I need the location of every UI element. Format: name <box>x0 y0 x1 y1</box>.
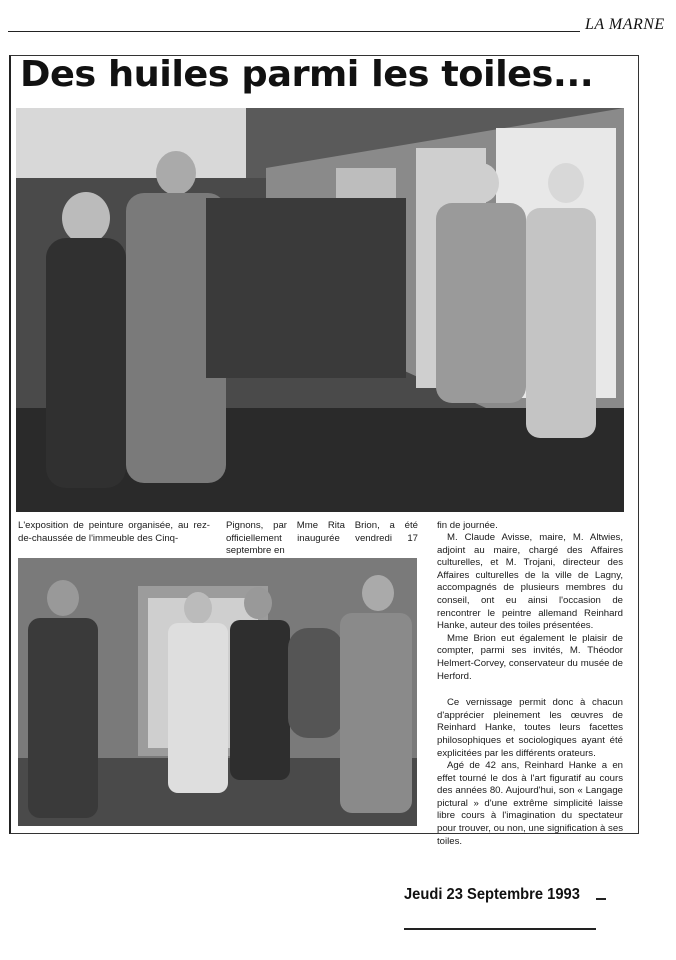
caption-col1: L'exposition de peinture organisée, au rez-de-chaussée de l'immeuble des Cinq- <box>18 520 210 544</box>
newspaper-name: LA MARNE <box>585 16 665 33</box>
caption-col2: Pignons, par Mme Rita Brion, a été officiellement inaugurée vendredi 17 septembre en <box>226 520 418 557</box>
article-paragraph: Mme Brion eut également le plaisir de compter, parmi ses invités, M. Théodor Helmert-Corvey, conservateur du musée de Herford. <box>437 632 623 682</box>
photo-exhibition-crowd <box>16 108 624 512</box>
caption-col3: fin de journée. <box>437 520 498 531</box>
article-paragraph: M. Claude Avisse, maire, M. Altwies, adjoint au maire, chargé des Affaires culturelles, et M. Trojani, directeur des Affaires culturelles de la ville de Lagny, accompagnés de plusieurs membres du conseil, ont eu ainsi l'occasion de rencontrer le peintre allemand Reinhard Hanke, auteur des toiles présentées. <box>437 532 623 632</box>
article-paragraph: Ce vernissage permit donc à chacun d'apprécier pleinement les œuvres de Reinhard Hanke, toutes leurs facettes philosophiques et sociologiques ayant été explicitées par les différents orateurs. <box>437 697 623 759</box>
date-dash <box>596 898 606 900</box>
headline: Des huiles parmi les toiles... <box>20 54 594 95</box>
photo-speakers <box>18 558 417 826</box>
date-rule <box>404 928 596 930</box>
header-rule <box>8 31 580 32</box>
publication-date: Jeudi 23 Septembre 1993 <box>404 886 580 903</box>
article-body <box>437 532 623 848</box>
article-paragraph: Agé de 42 ans, Reinhard Hanke a en effet tourné le dos à l'art figuratif au cours des années 80. Aujourd'hui, son « Langage pictural » d'une extrême simplicité laisse libre cours à l'imagination du spectateur pour trouver, ou non, une signification à ses toiles. <box>437 760 623 847</box>
